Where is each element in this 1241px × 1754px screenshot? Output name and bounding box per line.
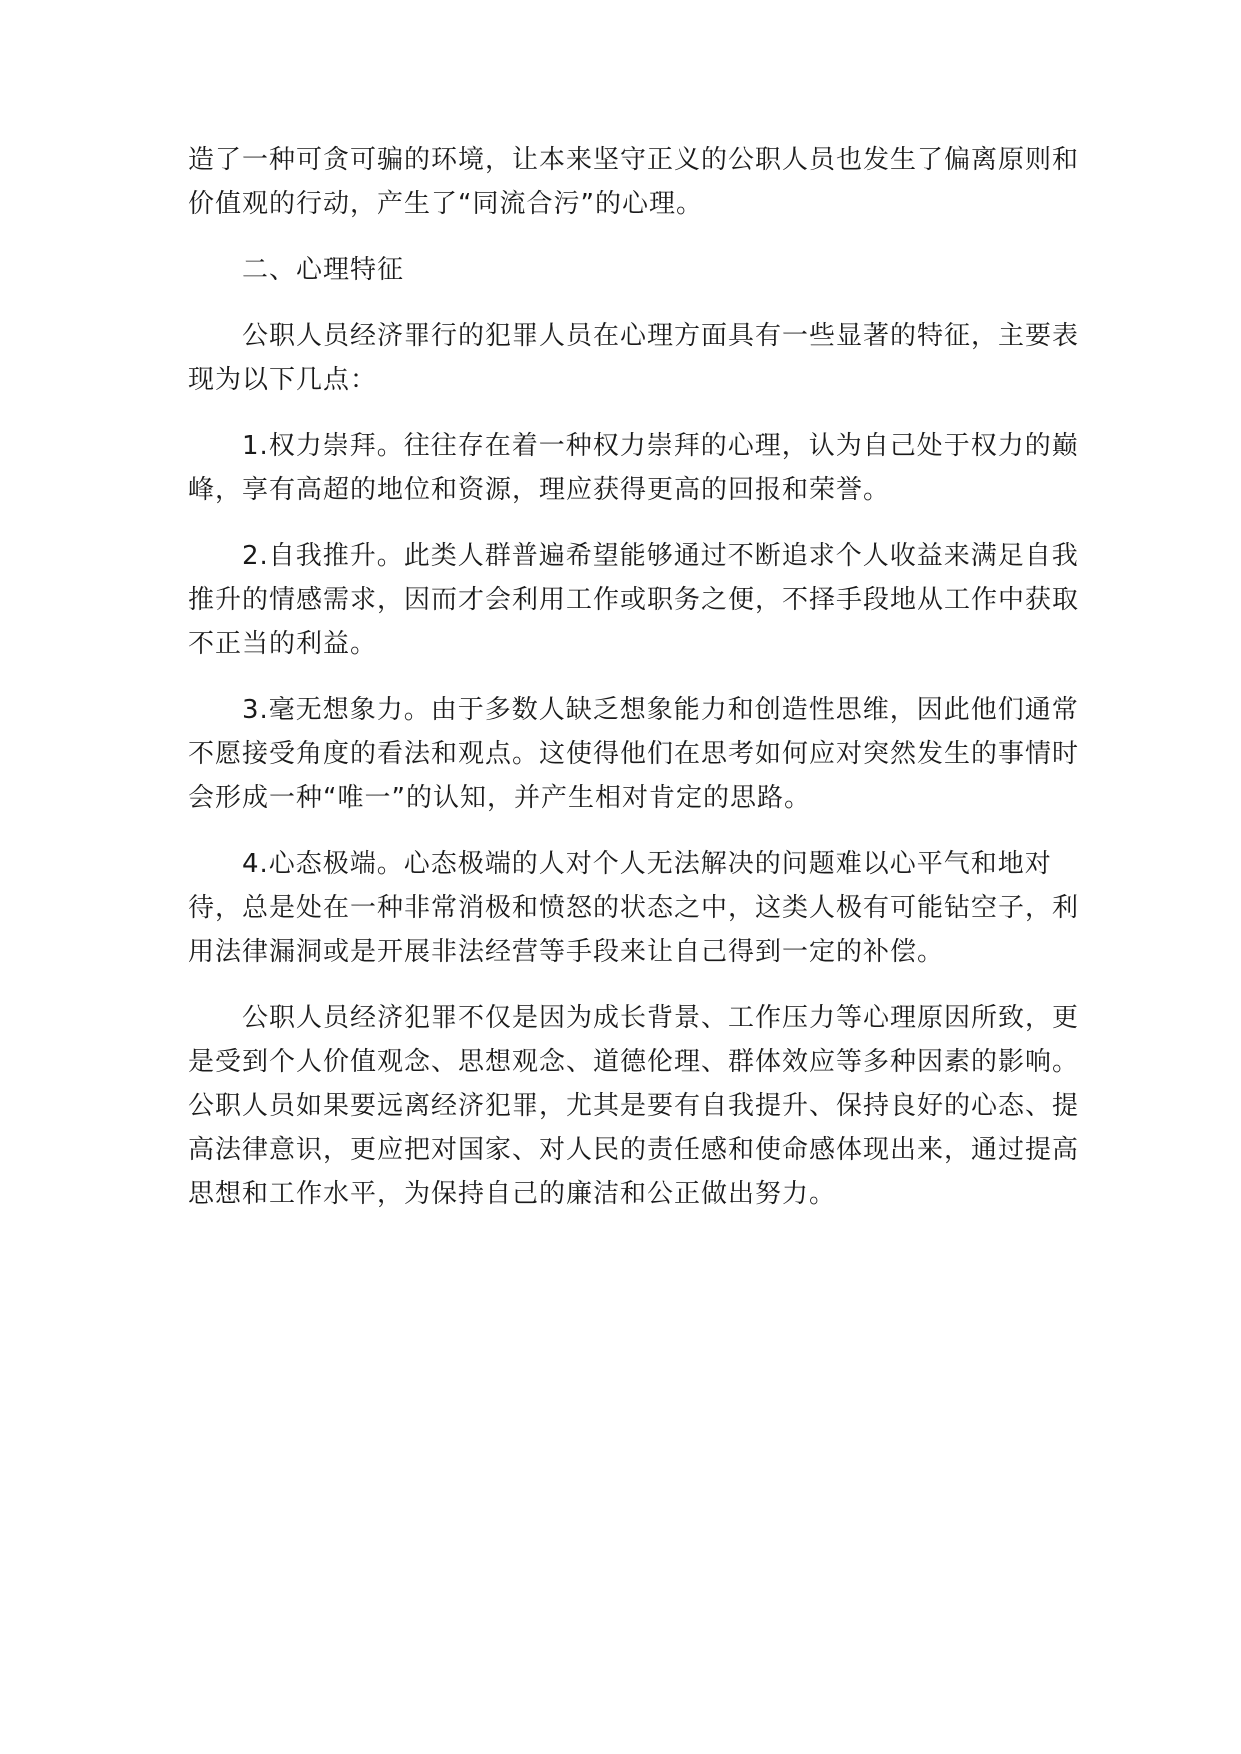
paragraph-continuation: 造了一种可贪可骗的环境，让本来坚守正义的公职人员也发生了偏离原则和价值观的行动，产生了“同流合污”的心理。 <box>188 145 1080 219</box>
section-heading: 二、心理特征 <box>242 255 405 285</box>
list-item-4: 4.心态极端。心态极端的人对个人无法解决的问题难以心平气和地对待，总是处在一种非常消极和愤怒的状态之中，这类人极有可能钻空子，利用法律漏洞或是开展非法经营等手段来让自己得到一定的补偿。 <box>188 849 1080 967</box>
list-item-2: 2.自我推升。此类人群普遍希望能够通过不断追求个人收益来满足自我推升的情感需求，因而才会利用工作或职务之便，不择手段地从工作中获取不正当的利益。 <box>188 541 1080 659</box>
list-item-1: 1.权力崇拜。往往存在着一种权力崇拜的心理，认为自己处于权力的巅峰，享有高超的地位和资源，理应获得更高的回报和荣誉。 <box>188 431 1079 505</box>
paragraph-intro: 公职人员经济罪行的犯罪人员在心理方面具有一些显著的特征，主要表现为以下几点： <box>188 321 1080 395</box>
list-item-3: 3.毫无想象力。由于多数人缺乏想象能力和创造性思维，因此他们通常不愿接受角度的看法和观点。这使得他们在思考如何应对突然发生的事情时会形成一种“唯一”的认知，并产生相对肯定的思路。 <box>188 695 1080 813</box>
paragraph-conclusion: 公职人员经济犯罪不仅是因为成长背景、工作压力等心理原因所致，更是受到个人价值观念、思想观念、道德伦理、群体效应等多种因素的影响。 公职人员如果要远离经济犯罪，尤其是要有自我提升、保持良好的心态、提高法律意识，更应把对国家、对人民的责任感和使命感体现出来，通过提高思想和工作水平，为保持自己的廉洁和公正做出努力。 <box>188 1003 1080 1209</box>
document-page <box>188 138 1088 1238</box>
